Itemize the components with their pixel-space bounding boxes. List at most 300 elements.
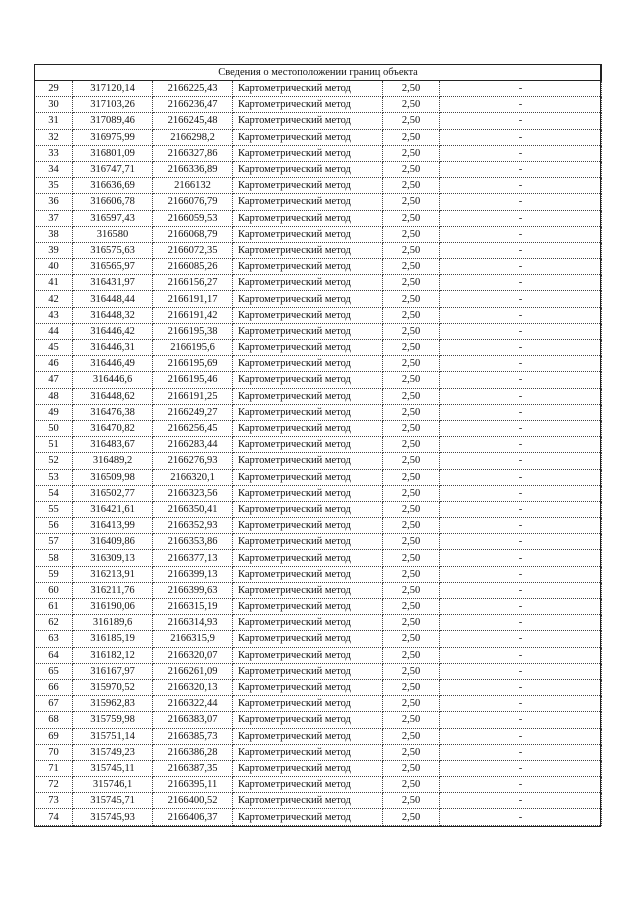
x-coordinate-cell: 316182,12 [73,647,153,663]
method-cell: Картометрический метод [233,582,383,598]
table-row [35,712,602,728]
method-cell: Картометрический метод [233,420,383,436]
accuracy-cell: 2,50 [383,307,440,323]
y-coordinate-cell: 2166195,38 [153,323,233,339]
point-number-cell: 31 [35,113,73,129]
note-cell: - [440,194,602,210]
accuracy-cell: 2,50 [383,97,440,113]
y-coordinate-cell: 2166191,17 [153,291,233,307]
note-cell: - [440,275,602,291]
method-cell: Картометрический метод [233,760,383,776]
point-number-cell: 33 [35,145,73,161]
point-number-cell: 64 [35,647,73,663]
point-number-cell: 66 [35,679,73,695]
x-coordinate-cell: 316446,49 [73,356,153,372]
table-row [35,518,602,534]
method-cell: Картометрический метод [233,210,383,226]
table-row [35,226,602,242]
accuracy-cell: 2,50 [383,372,440,388]
method-cell: Картометрический метод [233,469,383,485]
point-number-cell: 32 [35,129,73,145]
point-number-cell: 71 [35,760,73,776]
note-cell: - [440,145,602,161]
x-coordinate-cell: 315745,93 [73,809,153,825]
method-cell: Картометрический метод [233,129,383,145]
note-cell: - [440,760,602,776]
y-coordinate-cell: 2166399,63 [153,582,233,598]
x-coordinate-cell: 316597,43 [73,210,153,226]
method-cell: Картометрический метод [233,631,383,647]
y-coordinate-cell: 2166336,89 [153,161,233,177]
boundary-coordinates-table [34,64,602,826]
accuracy-cell: 2,50 [383,485,440,501]
method-cell: Картометрический метод [233,372,383,388]
x-coordinate-cell: 316446,42 [73,323,153,339]
method-cell: Картометрический метод [233,793,383,809]
point-number-cell: 50 [35,420,73,436]
table-body [35,65,602,826]
accuracy-cell: 2,50 [383,226,440,242]
y-coordinate-cell: 2166395,11 [153,777,233,793]
table-row [35,631,602,647]
method-cell: Картометрический метод [233,437,383,453]
y-coordinate-cell: 2166323,56 [153,485,233,501]
method-cell: Картометрический метод [233,550,383,566]
note-cell: - [440,809,602,825]
x-coordinate-cell: 315970,52 [73,679,153,695]
table-row [35,129,602,145]
y-coordinate-cell: 2166076,79 [153,194,233,210]
accuracy-cell: 2,50 [383,356,440,372]
note-cell: - [440,631,602,647]
x-coordinate-cell: 315759,98 [73,712,153,728]
note-cell: - [440,420,602,436]
method-cell: Картометрический метод [233,566,383,582]
note-cell: - [440,777,602,793]
point-number-cell: 40 [35,259,73,275]
method-cell: Картометрический метод [233,501,383,517]
note-cell: - [440,712,602,728]
note-cell: - [440,178,602,194]
method-cell: Картометрический метод [233,178,383,194]
point-number-cell: 62 [35,615,73,631]
table-title-row [35,65,602,81]
x-coordinate-cell: 316167,97 [73,663,153,679]
y-coordinate-cell: 2166315,9 [153,631,233,647]
y-coordinate-cell: 2166350,41 [153,501,233,517]
note-cell: - [440,161,602,177]
point-number-cell: 38 [35,226,73,242]
x-coordinate-cell: 316448,44 [73,291,153,307]
y-coordinate-cell: 2166195,46 [153,372,233,388]
point-number-cell: 44 [35,323,73,339]
x-coordinate-cell: 316483,67 [73,437,153,453]
note-cell: - [440,696,602,712]
note-cell: - [440,663,602,679]
y-coordinate-cell: 2166191,42 [153,307,233,323]
x-coordinate-cell: 316509,98 [73,469,153,485]
note-cell: - [440,323,602,339]
note-cell: - [440,97,602,113]
x-coordinate-cell: 317120,14 [73,81,153,97]
accuracy-cell: 2,50 [383,340,440,356]
accuracy-cell: 2,50 [383,291,440,307]
note-cell: - [440,469,602,485]
accuracy-cell: 2,50 [383,404,440,420]
table-row [35,566,602,582]
point-number-cell: 69 [35,728,73,744]
note-cell: - [440,744,602,760]
point-number-cell: 49 [35,404,73,420]
table-row [35,178,602,194]
table-row [35,744,602,760]
table-row [35,210,602,226]
x-coordinate-cell: 316636,69 [73,178,153,194]
method-cell: Картометрический метод [233,97,383,113]
boundary-coordinates-table-container [34,64,601,826]
accuracy-cell: 2,50 [383,242,440,258]
y-coordinate-cell: 2166327,86 [153,145,233,161]
y-coordinate-cell: 2166059,53 [153,210,233,226]
accuracy-cell: 2,50 [383,453,440,469]
note-cell: - [440,356,602,372]
point-number-cell: 48 [35,388,73,404]
point-number-cell: 65 [35,663,73,679]
table-row [35,259,602,275]
point-number-cell: 42 [35,291,73,307]
note-cell: - [440,453,602,469]
y-coordinate-cell: 2166195,69 [153,356,233,372]
x-coordinate-cell: 316606,78 [73,194,153,210]
y-coordinate-cell: 2166406,37 [153,809,233,825]
note-cell: - [440,372,602,388]
method-cell: Картометрический метод [233,145,383,161]
y-coordinate-cell: 2166320,1 [153,469,233,485]
y-coordinate-cell: 2166256,45 [153,420,233,436]
method-cell: Картометрический метод [233,518,383,534]
accuracy-cell: 2,50 [383,696,440,712]
point-number-cell: 47 [35,372,73,388]
method-cell: Картометрический метод [233,485,383,501]
table-row [35,501,602,517]
note-cell: - [440,437,602,453]
method-cell: Картометрический метод [233,275,383,291]
accuracy-cell: 2,50 [383,275,440,291]
y-coordinate-cell: 2166400,52 [153,793,233,809]
note-cell: - [440,291,602,307]
accuracy-cell: 2,50 [383,113,440,129]
accuracy-cell: 2,50 [383,631,440,647]
y-coordinate-cell: 2166236,47 [153,97,233,113]
table-row [35,809,602,825]
point-number-cell: 45 [35,340,73,356]
method-cell: Картометрический метод [233,534,383,550]
note-cell: - [440,679,602,695]
table-row [35,356,602,372]
x-coordinate-cell: 316413,99 [73,518,153,534]
note-cell: - [440,728,602,744]
method-cell: Картометрический метод [233,615,383,631]
table-row [35,615,602,631]
x-coordinate-cell: 315746,1 [73,777,153,793]
point-number-cell: 37 [35,210,73,226]
x-coordinate-cell: 316446,31 [73,340,153,356]
table-row [35,437,602,453]
x-coordinate-cell: 316565,97 [73,259,153,275]
x-coordinate-cell: 316476,38 [73,404,153,420]
x-coordinate-cell: 316575,63 [73,242,153,258]
method-cell: Картометрический метод [233,113,383,129]
point-number-cell: 72 [35,777,73,793]
y-coordinate-cell: 2166261,09 [153,663,233,679]
accuracy-cell: 2,50 [383,388,440,404]
method-cell: Картометрический метод [233,809,383,825]
point-number-cell: 68 [35,712,73,728]
table-row [35,760,602,776]
y-coordinate-cell: 2166276,93 [153,453,233,469]
table-row [35,663,602,679]
y-coordinate-cell: 2166132 [153,178,233,194]
y-coordinate-cell: 2166225,43 [153,81,233,97]
point-number-cell: 74 [35,809,73,825]
y-coordinate-cell: 2166386,28 [153,744,233,760]
method-cell: Картометрический метод [233,404,383,420]
note-cell: - [440,340,602,356]
y-coordinate-cell: 2166383,07 [153,712,233,728]
accuracy-cell: 2,50 [383,437,440,453]
y-coordinate-cell: 2166352,93 [153,518,233,534]
y-coordinate-cell: 2166072,35 [153,242,233,258]
method-cell: Картометрический метод [233,744,383,760]
point-number-cell: 35 [35,178,73,194]
table-row [35,696,602,712]
note-cell: - [440,550,602,566]
note-cell: - [440,566,602,582]
note-cell: - [440,259,602,275]
table-row [35,372,602,388]
accuracy-cell: 2,50 [383,809,440,825]
y-coordinate-cell: 2166314,93 [153,615,233,631]
note-cell: - [440,534,602,550]
table-row [35,307,602,323]
table-row [35,340,602,356]
table-row [35,291,602,307]
accuracy-cell: 2,50 [383,760,440,776]
method-cell: Картометрический метод [233,340,383,356]
y-coordinate-cell: 2166068,79 [153,226,233,242]
x-coordinate-cell: 316448,32 [73,307,153,323]
note-cell: - [440,226,602,242]
method-cell: Картометрический метод [233,307,383,323]
note-cell: - [440,242,602,258]
point-number-cell: 73 [35,793,73,809]
accuracy-cell: 2,50 [383,194,440,210]
accuracy-cell: 2,50 [383,566,440,582]
table-row [35,599,602,615]
accuracy-cell: 2,50 [383,712,440,728]
y-coordinate-cell: 2166191,25 [153,388,233,404]
method-cell: Картометрический метод [233,777,383,793]
accuracy-cell: 2,50 [383,129,440,145]
x-coordinate-cell: 316470,82 [73,420,153,436]
y-coordinate-cell: 2166320,13 [153,679,233,695]
table-row [35,679,602,695]
method-cell: Картометрический метод [233,259,383,275]
point-number-cell: 70 [35,744,73,760]
note-cell: - [440,388,602,404]
note-cell: - [440,404,602,420]
table-row [35,81,602,97]
note-cell: - [440,582,602,598]
x-coordinate-cell: 315745,11 [73,760,153,776]
y-coordinate-cell: 2166315,19 [153,599,233,615]
point-number-cell: 59 [35,566,73,582]
table-row [35,728,602,744]
method-cell: Картометрический метод [233,291,383,307]
accuracy-cell: 2,50 [383,793,440,809]
y-coordinate-cell: 2166085,26 [153,259,233,275]
method-cell: Картометрический метод [233,663,383,679]
x-coordinate-cell: 316975,99 [73,129,153,145]
table-row [35,420,602,436]
method-cell: Картометрический метод [233,388,383,404]
x-coordinate-cell: 316213,91 [73,566,153,582]
x-coordinate-cell: 316190,06 [73,599,153,615]
point-number-cell: 43 [35,307,73,323]
y-coordinate-cell: 2166245,48 [153,113,233,129]
accuracy-cell: 2,50 [383,420,440,436]
point-number-cell: 54 [35,485,73,501]
table-row [35,161,602,177]
table-row [35,534,602,550]
note-cell: - [440,210,602,226]
accuracy-cell: 2,50 [383,615,440,631]
point-number-cell: 36 [35,194,73,210]
accuracy-cell: 2,50 [383,81,440,97]
y-coordinate-cell: 2166399,13 [153,566,233,582]
method-cell: Картометрический метод [233,696,383,712]
x-coordinate-cell: 316211,76 [73,582,153,598]
x-coordinate-cell: 317089,46 [73,113,153,129]
note-cell: - [440,113,602,129]
method-cell: Картометрический метод [233,453,383,469]
x-coordinate-cell: 316189,6 [73,615,153,631]
point-number-cell: 41 [35,275,73,291]
point-number-cell: 60 [35,582,73,598]
x-coordinate-cell: 316747,71 [73,161,153,177]
x-coordinate-cell: 316431,97 [73,275,153,291]
accuracy-cell: 2,50 [383,145,440,161]
point-number-cell: 55 [35,501,73,517]
note-cell: - [440,129,602,145]
accuracy-cell: 2,50 [383,599,440,615]
accuracy-cell: 2,50 [383,550,440,566]
table-row [35,388,602,404]
table-row [35,469,602,485]
note-cell: - [440,647,602,663]
accuracy-cell: 2,50 [383,582,440,598]
y-coordinate-cell: 2166249,27 [153,404,233,420]
table-row [35,323,602,339]
method-cell: Картометрический метод [233,728,383,744]
accuracy-cell: 2,50 [383,161,440,177]
table-title: Сведения о местоположении границ объекта [35,65,602,81]
y-coordinate-cell: 2166322,44 [153,696,233,712]
method-cell: Картометрический метод [233,226,383,242]
method-cell: Картометрический метод [233,356,383,372]
x-coordinate-cell: 316409,86 [73,534,153,550]
accuracy-cell: 2,50 [383,728,440,744]
note-cell: - [440,615,602,631]
note-cell: - [440,81,602,97]
table-row [35,453,602,469]
y-coordinate-cell: 2166156,27 [153,275,233,291]
method-cell: Картометрический метод [233,161,383,177]
x-coordinate-cell: 316801,09 [73,145,153,161]
accuracy-cell: 2,50 [383,469,440,485]
table-row [35,404,602,420]
x-coordinate-cell: 316421,61 [73,501,153,517]
accuracy-cell: 2,50 [383,518,440,534]
y-coordinate-cell: 2166377,13 [153,550,233,566]
y-coordinate-cell: 2166353,86 [153,534,233,550]
method-cell: Картометрический метод [233,81,383,97]
x-coordinate-cell: 315751,14 [73,728,153,744]
x-coordinate-cell: 316580 [73,226,153,242]
point-number-cell: 61 [35,599,73,615]
note-cell: - [440,485,602,501]
method-cell: Картометрический метод [233,647,383,663]
table-row [35,793,602,809]
x-coordinate-cell: 316448,62 [73,388,153,404]
x-coordinate-cell: 315749,23 [73,744,153,760]
method-cell: Картометрический метод [233,712,383,728]
table-row [35,777,602,793]
table-row [35,275,602,291]
point-number-cell: 30 [35,97,73,113]
method-cell: Картометрический метод [233,194,383,210]
y-coordinate-cell: 2166320,07 [153,647,233,663]
accuracy-cell: 2,50 [383,534,440,550]
point-number-cell: 53 [35,469,73,485]
accuracy-cell: 2,50 [383,323,440,339]
accuracy-cell: 2,50 [383,679,440,695]
point-number-cell: 39 [35,242,73,258]
note-cell: - [440,793,602,809]
method-cell: Картометрический метод [233,323,383,339]
accuracy-cell: 2,50 [383,501,440,517]
table-row [35,582,602,598]
table-row [35,550,602,566]
method-cell: Картометрический метод [233,599,383,615]
point-number-cell: 58 [35,550,73,566]
accuracy-cell: 2,50 [383,178,440,194]
method-cell: Картометрический метод [233,242,383,258]
accuracy-cell: 2,50 [383,777,440,793]
accuracy-cell: 2,50 [383,259,440,275]
x-coordinate-cell: 315962,83 [73,696,153,712]
accuracy-cell: 2,50 [383,210,440,226]
x-coordinate-cell: 315745,71 [73,793,153,809]
point-number-cell: 29 [35,81,73,97]
x-coordinate-cell: 316446,6 [73,372,153,388]
note-cell: - [440,518,602,534]
table-row [35,485,602,501]
point-number-cell: 57 [35,534,73,550]
point-number-cell: 63 [35,631,73,647]
point-number-cell: 56 [35,518,73,534]
y-coordinate-cell: 2166283,44 [153,437,233,453]
